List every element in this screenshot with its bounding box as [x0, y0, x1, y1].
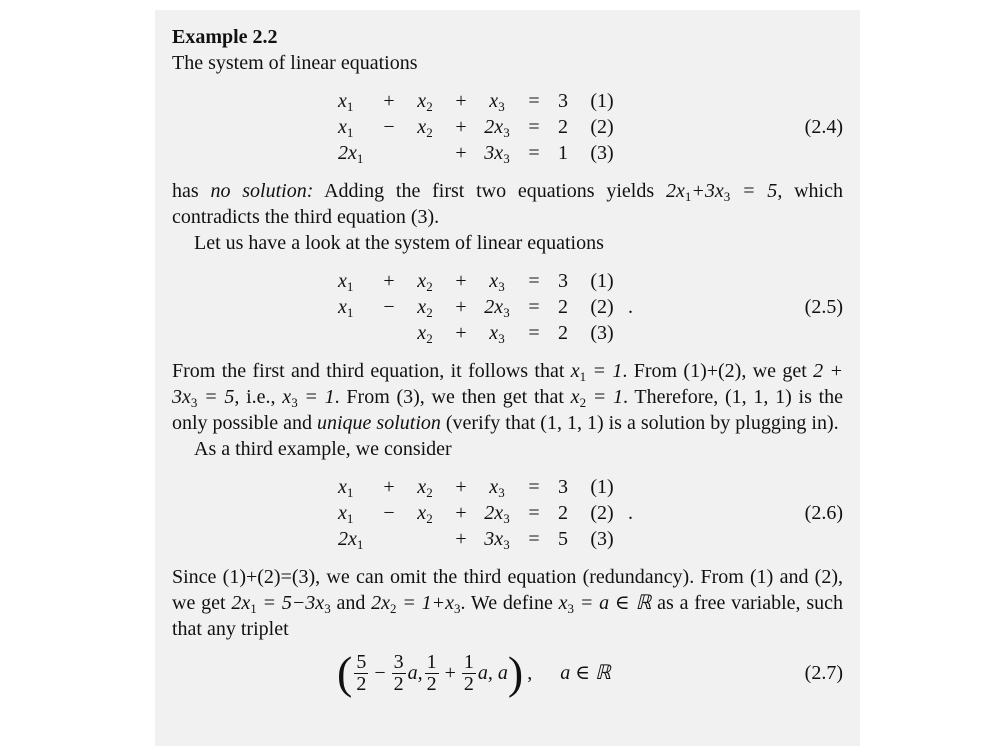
paragraph-no-solution: has no solution: Adding the first two equations yields $2x_1+3x_3 = 5$, which contradicts the third equation (3).	[172, 180, 843, 228]
equation-triplet-2-7	[172, 644, 843, 702]
paragraph-unique-solution: From the first and third equation, it follows that $x_1 = 1$. From (1)+(2), we get $2 + 3x_3 = 5$, i.e., $x_3 = 1$. From (3), we then get that $x_2 = 1$. Therefore, (1, 1, 1) is the only possible and unique solution (verify that (1, 1, 1) is a solution by plugging in).	[172, 360, 844, 434]
equation-row: $x_1$ + $x_2$ + $x_3$ = 3 (1)	[338, 476, 614, 500]
equation-number: (2.4)	[804, 116, 843, 138]
equation-system-2-5	[172, 268, 843, 346]
equation-row: $x_2$ + $x_3$ = 2 (3)	[417, 322, 614, 346]
paragraph-look-at: Let us have a look at the system of linear equations	[194, 232, 604, 254]
equation-row: $x_1$ − $x_2$ + $2x_3$ = 2 (2)	[338, 116, 614, 140]
equation-table	[338, 88, 648, 166]
equation-table	[338, 268, 648, 346]
equation-row: $x_1$ − $x_2$ + $2x_3$ = 2 (2) .	[338, 296, 633, 320]
fraction: $\frac{3}{2}$	[393, 650, 404, 695]
equation-number: (2.7)	[804, 662, 843, 684]
equation-row: $x_1$ + $x_2$ + $x_3$ = 3 (1)	[338, 90, 614, 114]
document-page	[155, 10, 860, 746]
equation-row: $x_1$ − $x_2$ + $2x_3$ = 2 (2) .	[338, 502, 633, 526]
equation-table	[338, 474, 648, 552]
example-heading: Example 2.2	[172, 26, 278, 48]
equation-system-2-4	[172, 88, 843, 166]
triplet-expression: ( $\frac{5}{2}$ − $\frac{3}{2}$ a, $\frac{1}{2}$ + $\frac{1}{2}$ a, a ) , a ∈ ℝ	[337, 647, 611, 698]
equation-row: $2x_1$ + $3x_3$ = 1 (3)	[338, 142, 614, 166]
intro-text: The system of linear equations	[172, 52, 418, 74]
document-content	[172, 24, 843, 702]
paragraph-redundancy: Since (1)+(2)=(3), we can omit the third equation (redundancy). From (1) and (2), we get $2x_1 = 5-3x_3$ and $2x_2 = 1+x_3$. We define $x_3 = a$ ∈ ℝ as a free variable, such that any triplet	[172, 566, 843, 640]
equation-row: $x_1$ + $x_2$ + $x_3$ = 3 (1)	[338, 270, 614, 294]
fraction: $\frac{1}{2}$	[426, 650, 437, 695]
equation-row: $2x_1$ + $3x_3$ = 5 (3)	[338, 528, 614, 552]
equation-system-2-6	[172, 474, 843, 552]
equation-number: (2.6)	[804, 502, 843, 524]
fraction: $\frac{1}{2}$	[463, 650, 474, 695]
fraction: $\frac{5}{2}$	[356, 650, 367, 695]
paragraph-third-example: As a third example, we consider	[194, 438, 452, 460]
equation-number: (2.5)	[804, 296, 843, 318]
